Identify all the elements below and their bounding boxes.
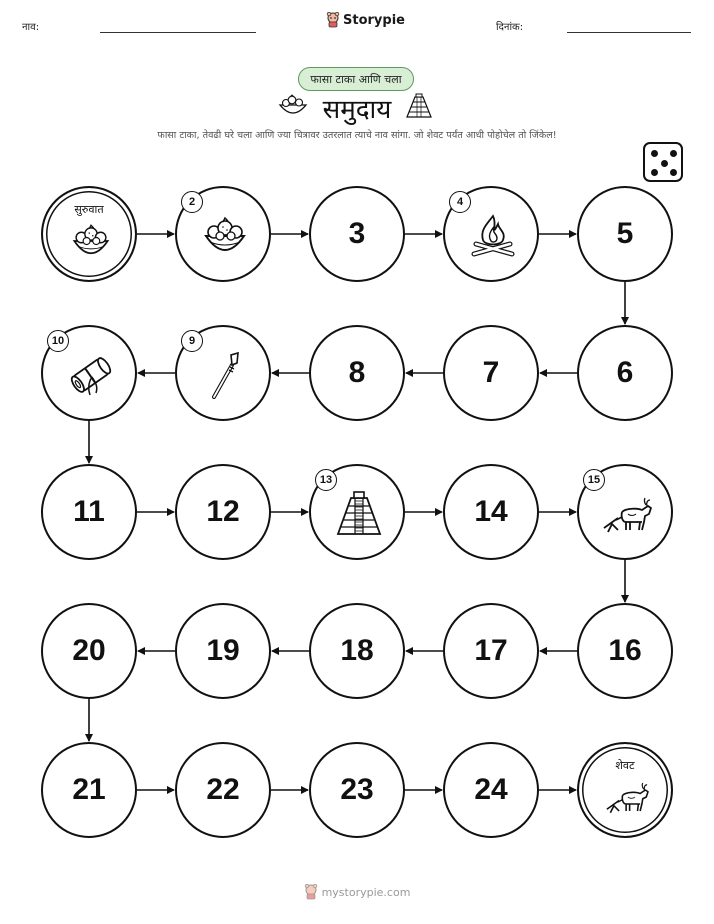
- space-number: 23: [340, 773, 374, 806]
- board-space-12: [175, 464, 271, 560]
- board-space-5: [577, 186, 673, 282]
- board-space-2: [175, 186, 271, 282]
- board-space-9: [175, 325, 271, 421]
- space-number: 14: [474, 495, 508, 528]
- board-space-23: [309, 742, 405, 838]
- board-space-3: [309, 186, 405, 282]
- space-number: 8: [348, 356, 366, 389]
- space-number: 6: [616, 356, 634, 389]
- space-number: 3: [348, 217, 366, 250]
- brand-name: Storypie: [343, 12, 405, 28]
- ox-plough-icon: [602, 490, 652, 538]
- space-number-badge: 15: [583, 469, 605, 491]
- space-number: 11: [73, 495, 105, 528]
- storypie-mascot-icon: [304, 884, 318, 900]
- board-space-13: [309, 464, 405, 560]
- space-number: 24: [474, 773, 508, 806]
- space-number: 12: [206, 495, 240, 528]
- footer: [0, 884, 714, 900]
- space-number: 16: [608, 634, 642, 667]
- space-number: 17: [474, 634, 508, 667]
- board-space-14: [443, 464, 539, 560]
- ox-plough-icon: [605, 776, 649, 818]
- space-number-badge: 9: [181, 330, 203, 352]
- space-number: 19: [206, 634, 240, 667]
- board-space-7: [443, 325, 539, 421]
- space-number: 22: [206, 773, 240, 806]
- start-space: [41, 186, 137, 282]
- space-number-badge: 2: [181, 191, 203, 213]
- campfire-icon: [468, 212, 518, 260]
- space-number-badge: 13: [315, 469, 337, 491]
- fruit-bowl-icon: [200, 212, 250, 260]
- game-type-pill: फासा टाका आणि चला: [298, 67, 414, 91]
- space-number: 7: [482, 356, 500, 389]
- space-number-badge: 10: [47, 330, 69, 352]
- board-space-4: [443, 186, 539, 282]
- spear-icon: [200, 351, 250, 399]
- date-label: दिनांक:: [496, 22, 524, 33]
- board-space-16: [577, 603, 673, 699]
- board-space-11: [41, 464, 137, 560]
- page-title: समुदाय: [322, 95, 392, 125]
- name-label: नाव:: [22, 22, 40, 33]
- board-space-24: [443, 742, 539, 838]
- board-space-21: [41, 742, 137, 838]
- board-space-18: [309, 603, 405, 699]
- instructions: फासा टाका, तेवढी घरे चला आणि ज्या चित्रावर उतरलात त्याचे नाव सांगा. जो शेवट पर्यंत आधी पोहोचेल तो जिंकेल!: [157, 130, 557, 141]
- board-space-19: [175, 603, 271, 699]
- space-number: 20: [72, 634, 106, 667]
- start-label: सुरुवात: [74, 203, 104, 216]
- finish-space: [577, 742, 673, 838]
- space-number: 5: [616, 217, 634, 250]
- board-space-15: [577, 464, 673, 560]
- space-number: 18: [340, 634, 374, 667]
- scroll-icon: [66, 351, 116, 399]
- footer-url[interactable]: mystorypie.com: [321, 885, 411, 899]
- board-space-6: [577, 325, 673, 421]
- space-number-badge: 4: [449, 191, 471, 213]
- space-number: 21: [72, 773, 106, 806]
- board-space-22: [175, 742, 271, 838]
- board-space-20: [41, 603, 137, 699]
- fruit-bowl-icon: [69, 220, 113, 262]
- board-space-8: [309, 325, 405, 421]
- board-space-10: [41, 325, 137, 421]
- board-space-17: [443, 603, 539, 699]
- finish-label: शेवट: [615, 759, 635, 772]
- pyramid-icon: [334, 490, 384, 538]
